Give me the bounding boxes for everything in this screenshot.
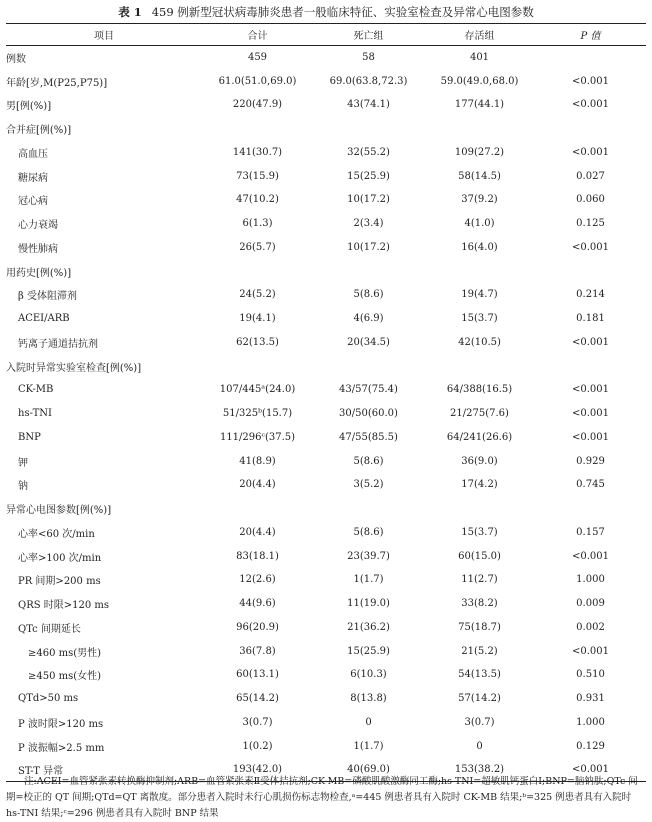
survival-cell	[424, 117, 535, 141]
header-survival: 存活组	[464, 31, 495, 42]
row-label: ≥450 ms(女性)	[28, 671, 102, 683]
p-value-cell	[535, 259, 646, 283]
survival-cell	[424, 497, 535, 521]
p-value-cell	[535, 117, 646, 141]
total-cell: 220(47.9)	[232, 99, 283, 111]
table-label: 表 1	[118, 5, 142, 19]
survival-cell	[424, 354, 535, 378]
p-value-cell: 0.745	[576, 479, 605, 491]
p-value-cell: <0.001	[571, 99, 609, 111]
death-cell: 58	[362, 52, 375, 64]
death-cell: 5(8.6)	[353, 455, 384, 467]
p-value-cell: 1.000	[576, 716, 605, 728]
total-cell: 24(5.2)	[239, 289, 276, 301]
survival-cell: 153(38.2)	[454, 764, 505, 776]
death-cell	[313, 259, 424, 283]
survival-cell: 15(3.7)	[461, 313, 498, 325]
row-label: 异常心电图参数[例(%)]	[6, 505, 112, 517]
survival-cell: 401	[469, 52, 490, 64]
death-cell: 6(10.3)	[350, 669, 387, 681]
death-cell: 11(19.0)	[347, 598, 390, 610]
row-label: 慢性肺病	[18, 243, 58, 255]
total-cell: 62(13.5)	[236, 336, 279, 348]
row-label: 入院时异常实验室检查[例(%)]	[6, 362, 142, 374]
header-death: 死亡组	[353, 31, 384, 42]
p-value-cell: <0.001	[571, 645, 609, 657]
survival-cell: 3(0.7)	[464, 716, 495, 728]
table-row	[6, 93, 646, 117]
survival-cell: 64/241(26.6)	[446, 431, 513, 443]
table-row	[6, 568, 646, 592]
death-cell: 32(55.2)	[347, 146, 390, 158]
survival-cell: 58(14.5)	[458, 170, 501, 182]
p-value-cell: 0.060	[576, 194, 605, 206]
total-cell: 6(1.3)	[242, 218, 273, 230]
total-cell: 51/325ᵇ(15.7)	[222, 408, 293, 420]
row-label: 心率<60 次/min	[18, 528, 95, 540]
total-cell	[202, 354, 313, 378]
table-row	[6, 69, 646, 93]
total-cell: 47(10.2)	[236, 194, 279, 206]
data-table	[6, 23, 646, 782]
survival-cell: 21/275(7.6)	[450, 408, 509, 420]
death-cell: 21(36.2)	[347, 621, 390, 633]
total-cell: 73(15.9)	[236, 170, 279, 182]
row-label: 冠心病	[18, 196, 48, 208]
death-cell: 40(69.0)	[347, 764, 390, 776]
survival-cell: 11(2.7)	[461, 574, 498, 586]
survival-cell: 60(15.0)	[458, 550, 501, 562]
total-cell: 41(8.9)	[239, 455, 276, 467]
row-label: 糖尿病	[18, 172, 48, 184]
death-cell: 15(25.9)	[347, 170, 390, 182]
death-cell	[313, 354, 424, 378]
table-row	[6, 711, 646, 735]
total-cell: 36(7.8)	[239, 645, 276, 657]
table-row	[6, 639, 646, 663]
death-cell: 20(34.5)	[347, 336, 390, 348]
death-cell: 3(5.2)	[353, 479, 384, 491]
survival-cell: 109(27.2)	[454, 146, 505, 158]
table-row	[6, 331, 646, 355]
death-cell: 8(13.8)	[350, 693, 387, 705]
total-cell	[202, 259, 313, 283]
survival-cell: 19(4.7)	[461, 289, 498, 301]
p-value-cell: 0.214	[576, 289, 605, 301]
death-cell	[313, 497, 424, 521]
death-cell: 1(1.7)	[353, 740, 384, 752]
table-row	[6, 734, 646, 758]
total-cell: 459	[247, 52, 268, 64]
table-row	[6, 402, 646, 426]
p-value-cell: 0.931	[576, 693, 605, 705]
table-footnote: 注:ACEI=血管紧张素转换酶抑制剂;ARB=血管紧张素Ⅱ受体拮抗剂;CK-MB=磷酸肌酸激酶同工酶;hs-TNI=超敏肌钙蛋白Ⅰ;BNP=脑钠肽;QTc 间期=校正的 QT 间期;QTd=QT 离散度。部分患者入院时未行心肌损伤标志物检查,ᵃ=445 例患者具有入院时 CK-MB 结果;ᵇ=325 例患者具有入院时 hs-TNI 结果;ᶜ=296 例患者具有入院时 BNP 结果	[6, 776, 638, 819]
row-label: β 受体阻滞剂	[18, 291, 77, 303]
table-row	[6, 473, 646, 497]
death-cell: 2(3.4)	[353, 218, 384, 230]
row-label: 高血压	[18, 148, 48, 160]
total-cell: 44(9.6)	[239, 598, 276, 610]
death-cell: 30/50(60.0)	[339, 408, 398, 420]
header-total: 合计	[247, 31, 268, 42]
row-label: P 波振幅>2.5 mm	[18, 742, 105, 754]
p-value-cell	[535, 46, 646, 70]
survival-cell: 16(4.0)	[461, 241, 498, 253]
survival-cell: 0	[476, 740, 483, 752]
death-cell: 10(17.2)	[347, 194, 390, 206]
death-cell: 15(25.9)	[347, 645, 390, 657]
p-value-cell: <0.001	[571, 384, 609, 396]
row-label: 钙离子通道拮抗剂	[18, 338, 98, 350]
table-row	[6, 46, 646, 70]
row-label: QTd>50 ms	[18, 693, 79, 705]
row-label: hs-TNI	[18, 408, 52, 420]
table-title: 459 例新型冠状病毒肺炎患者一般临床特征、实验室检查及异常心电图参数	[151, 5, 534, 19]
table-row	[6, 616, 646, 640]
row-label: 钠	[18, 481, 28, 493]
header-p-value: P 值	[580, 31, 601, 42]
total-cell: 193(42.0)	[232, 764, 283, 776]
p-value-cell: <0.001	[571, 241, 609, 253]
p-value-cell: <0.001	[571, 75, 609, 87]
p-value-cell: <0.001	[571, 550, 609, 562]
row-label: 钾	[18, 457, 28, 469]
p-value-cell	[535, 354, 646, 378]
survival-cell: 36(9.0)	[461, 455, 498, 467]
row-label: 心力衰竭	[18, 220, 58, 232]
p-value-cell: <0.001	[571, 146, 609, 158]
total-cell: 20(4.4)	[239, 479, 276, 491]
row-label: 心率>100 次/min	[18, 552, 102, 564]
death-cell: 43(74.1)	[347, 99, 390, 111]
row-label: 例数	[6, 54, 26, 66]
table-row	[6, 236, 646, 260]
survival-cell: 4(1.0)	[464, 218, 495, 230]
total-cell	[202, 117, 313, 141]
table-row	[6, 354, 646, 378]
p-value-cell: 0.129	[576, 740, 605, 752]
p-value-cell: <0.001	[571, 408, 609, 420]
total-cell: 141(30.7)	[232, 146, 283, 158]
table-row	[6, 141, 646, 165]
total-cell: 83(18.1)	[236, 550, 279, 562]
survival-cell: 54(13.5)	[458, 669, 501, 681]
table-row	[6, 521, 646, 545]
header-item: 项目	[94, 31, 114, 42]
survival-cell	[424, 259, 535, 283]
total-cell: 61.0(51.0,69.0)	[218, 75, 297, 87]
row-label: BNP	[18, 431, 41, 443]
survival-cell: 59.0(49.0,68.0)	[440, 75, 519, 87]
total-cell: 26(5.7)	[239, 241, 276, 253]
header-row	[6, 24, 646, 46]
death-cell: 43/57(75.4)	[339, 384, 398, 396]
row-label: 合并症[例(%)]	[6, 125, 72, 137]
p-value-cell: 1.000	[576, 574, 605, 586]
table-row	[6, 378, 646, 402]
death-cell: 5(8.6)	[353, 289, 384, 301]
total-cell: 60(13.1)	[236, 669, 279, 681]
p-value-cell: <0.001	[571, 336, 609, 348]
table-row	[6, 307, 646, 331]
table-row	[6, 117, 646, 141]
row-label: QRS 时限>120 ms	[18, 600, 110, 612]
table-row	[6, 426, 646, 450]
p-value-cell: 0.027	[576, 170, 605, 182]
p-value-cell: 0.125	[576, 218, 605, 230]
total-cell: 3(0.7)	[242, 716, 273, 728]
row-label: CK-MB	[18, 384, 54, 396]
survival-cell: 33(8.2)	[461, 598, 498, 610]
row-label: QTc 间期延长	[18, 623, 81, 635]
p-value-cell: 0.181	[576, 313, 605, 325]
table-row	[6, 544, 646, 568]
row-label: ACEI/ARB	[18, 313, 70, 325]
p-value-cell: 0.009	[576, 598, 605, 610]
survival-cell: 21(5.2)	[461, 645, 498, 657]
row-label: 男[例(%)]	[6, 101, 52, 113]
row-label: PR 间期>200 ms	[18, 576, 101, 588]
table-row	[6, 259, 646, 283]
p-value-cell: <0.001	[571, 431, 609, 443]
death-cell: 69.0(63.8,72.3)	[329, 75, 408, 87]
death-cell: 5(8.6)	[353, 526, 384, 538]
table-row	[6, 687, 646, 711]
table-caption	[0, 4, 652, 20]
total-cell	[202, 497, 313, 521]
survival-cell: 64/388(16.5)	[446, 384, 513, 396]
survival-cell: 15(3.7)	[461, 526, 498, 538]
total-cell: 20(4.4)	[239, 526, 276, 538]
table-row	[6, 449, 646, 473]
survival-cell: 177(44.1)	[454, 99, 505, 111]
p-value-cell: 0.157	[576, 526, 605, 538]
table-row	[6, 592, 646, 616]
table-row	[6, 497, 646, 521]
total-cell: 19(4.1)	[239, 313, 276, 325]
survival-cell: 37(9.2)	[461, 194, 498, 206]
row-label: ST-T 异常	[18, 766, 64, 778]
survival-cell: 75(18.7)	[458, 621, 501, 633]
death-cell: 4(6.9)	[353, 313, 384, 325]
death-cell: 10(17.2)	[347, 241, 390, 253]
death-cell: 0	[365, 716, 372, 728]
survival-cell: 57(14.2)	[458, 693, 501, 705]
p-value-cell: 0.510	[576, 669, 605, 681]
p-value-cell: <0.001	[571, 764, 609, 776]
table-row	[6, 188, 646, 212]
table-row	[6, 212, 646, 236]
death-cell: 23(39.7)	[347, 550, 390, 562]
total-cell: 96(20.9)	[236, 621, 279, 633]
table-body	[6, 46, 646, 782]
row-label: 用药史[例(%)]	[6, 267, 72, 279]
table-row	[6, 663, 646, 687]
death-cell	[313, 117, 424, 141]
survival-cell: 42(10.5)	[458, 336, 501, 348]
table-row	[6, 283, 646, 307]
total-cell: 12(2.6)	[239, 574, 276, 586]
p-value-cell: 0.929	[576, 455, 605, 467]
death-cell: 1(1.7)	[353, 574, 384, 586]
total-cell: 107/445ᵃ(24.0)	[219, 384, 296, 396]
survival-cell: 17(4.2)	[461, 479, 498, 491]
total-cell: 1(0.2)	[242, 740, 273, 752]
p-value-cell: 0.002	[576, 621, 605, 633]
death-cell: 47/55(85.5)	[339, 431, 398, 443]
p-value-cell	[535, 497, 646, 521]
row-label: 年龄[岁,M(P25,P75)]	[6, 77, 108, 89]
total-cell: 65(14.2)	[236, 693, 279, 705]
table-row	[6, 164, 646, 188]
row-label: P 波时限>120 ms	[18, 718, 104, 730]
total-cell: 111/296ᶜ(37.5)	[219, 431, 296, 443]
row-label: ≥460 ms(男性)	[28, 647, 102, 659]
